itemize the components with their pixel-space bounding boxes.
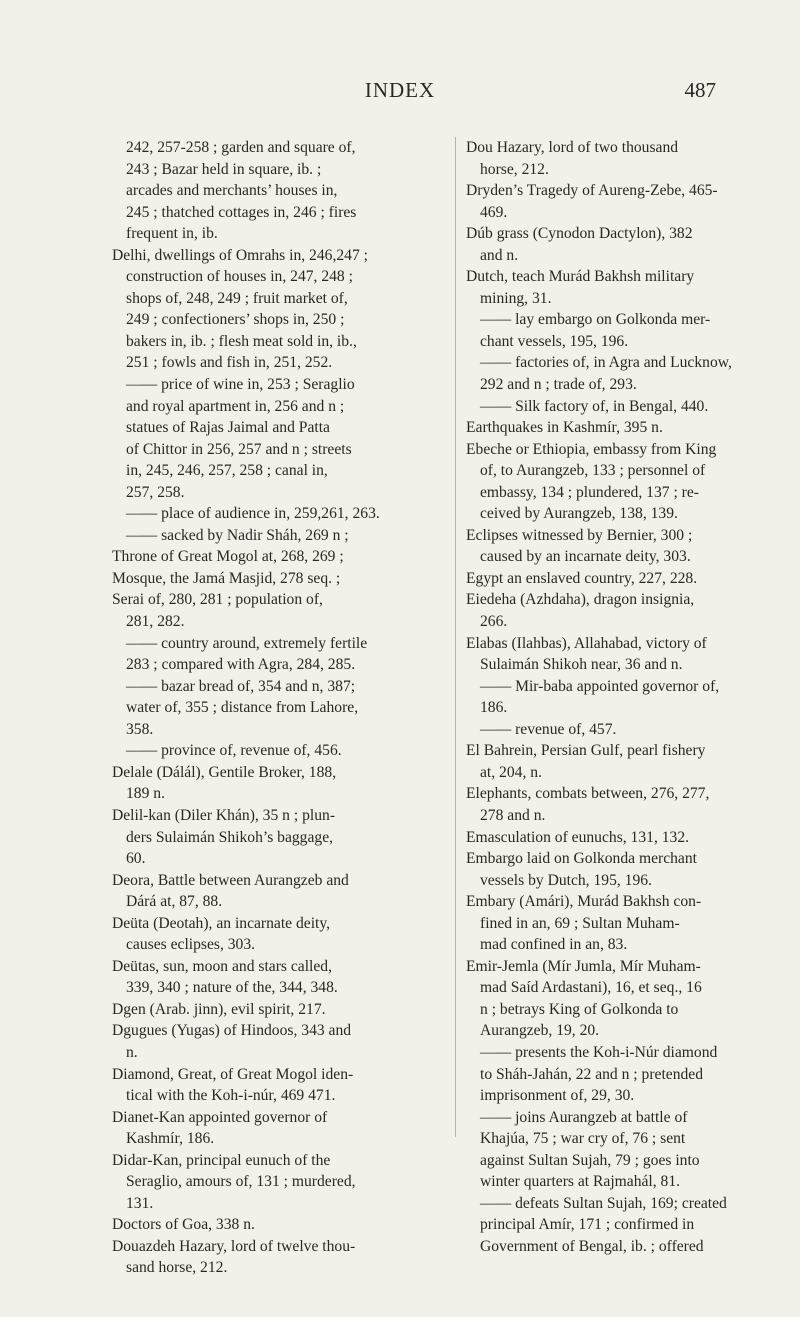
index-line: Seraglio, amours of, 131 ; murdered,	[126, 1173, 356, 1191]
index-line: n.	[126, 1043, 138, 1061]
column-divider	[455, 137, 456, 1137]
index-line: Elabas (Ilahbas), Allahabad, victory of	[466, 634, 707, 652]
index-line: tical with the Koh-i-núr, 469 471.	[126, 1087, 336, 1105]
index-line: 257, 258.	[126, 483, 185, 501]
index-line: causes eclipses, 303.	[126, 936, 256, 954]
index-line: —— defeats Sultan Sujah, 169; created	[480, 1194, 727, 1212]
index-line: 281, 282.	[126, 613, 185, 631]
index-line: —— Silk factory of, in Bengal, 440.	[480, 397, 709, 415]
index-column-left	[112, 137, 443, 1279]
index-line: of, to Aurangzeb, 133 ; personnel of	[480, 462, 706, 480]
index-line: Dúb grass (Cynodon Dactylon), 382	[466, 225, 693, 243]
index-line: Kashmír, 186.	[126, 1130, 215, 1148]
index-line: Sulaimán Shikoh near, 36 and n.	[480, 656, 683, 674]
index-line: 249 ; confectioners’ shops in, 250 ;	[126, 311, 345, 329]
index-line: sand horse, 212.	[126, 1259, 228, 1277]
index-line: construction of houses in, 247, 248 ;	[126, 268, 353, 286]
index-line: bakers in, ib. ; flesh meat sold in, ib.,	[126, 332, 357, 350]
index-line: 469.	[480, 203, 508, 221]
index-line: vessels by Dutch, 195, 196.	[480, 871, 652, 889]
index-line: against Sultan Sujah, 79 ; goes into	[480, 1151, 700, 1169]
index-line: Dgugues (Yugas) of Hindoos, 343 and	[112, 1022, 352, 1040]
index-line: Deüta (Deotah), an incarnate deity,	[112, 914, 331, 932]
index-line: Dryden’s Tragedy of Aureng-Zebe, 465-	[466, 182, 718, 200]
index-line: Dianet-Kan appointed governor of	[112, 1108, 328, 1126]
index-line: caused by an incarnate deity, 303.	[480, 548, 691, 566]
index-line: Aurangzeb, 19, 20.	[480, 1022, 600, 1040]
index-line: —— lay embargo on Golkonda mer-	[480, 311, 711, 329]
index-line: —— joins Aurangzeb at battle of	[480, 1108, 688, 1126]
index-line: imprisonment of, 29, 30.	[480, 1087, 635, 1105]
index-line: Dou Hazary, lord of two thousand	[466, 139, 679, 156]
index-line: frequent in, ib.	[126, 225, 218, 243]
index-line: —— country around, extremely fertile	[126, 634, 368, 652]
index-line: and royal apartment in, 256 and n ;	[126, 397, 345, 415]
index-line: 60.	[126, 850, 146, 868]
index-line: 131.	[126, 1194, 154, 1212]
index-line: ceived by Aurangzeb, 138, 139.	[480, 505, 678, 523]
index-line: arcades and merchants’ houses in,	[126, 182, 338, 200]
index-line: Delhi, dwellings of Omrahs in, 246,247 ;	[112, 246, 368, 264]
index-line: and n.	[480, 246, 519, 264]
index-line: embassy, 134 ; plundered, 137 ; re-	[480, 483, 699, 501]
index-line: Dárá at, 87, 88.	[126, 893, 223, 911]
index-line: fined in an, 69 ; Sultan Muham-	[480, 914, 680, 932]
index-line: 283 ; compared with Agra, 284, 285.	[126, 656, 356, 674]
index-line: 243 ; Bazar held in square, ib. ;	[126, 160, 322, 178]
index-line: Eclipses witnessed by Bernier, 300 ;	[466, 526, 693, 544]
page-number: 487	[684, 78, 716, 102]
index-line: El Bahrein, Persian Gulf, pearl fishery	[466, 742, 706, 760]
index-line: 339, 340 ; nature of the, 344, 348.	[126, 979, 338, 997]
index-line: Delale (Dálál), Gentile Broker, 188,	[112, 763, 337, 781]
index-line: mad confined in an, 83.	[480, 936, 628, 954]
index-line: 186.	[480, 699, 508, 717]
index-line: principal Amír, 171 ; confirmed in	[480, 1216, 695, 1234]
index-line: Earthquakes in Kashmír, 395 n.	[466, 419, 663, 437]
index-line: mining, 31.	[480, 289, 552, 307]
index-line: in, 245, 246, 257, 258 ; canal in,	[126, 462, 328, 480]
index-line: Embargo laid on Golkonda merchant	[466, 850, 697, 868]
index-line: Douazdeh Hazary, lord of twelve thou-	[112, 1237, 356, 1255]
index-line: —— Mir-baba appointed governor of,	[480, 677, 720, 695]
index-line: ders Sulaimán Shikoh’s baggage,	[126, 828, 334, 846]
index-line: Emir-Jemla (Mír Jumla, Mír Muham-	[466, 957, 701, 975]
index-line: Didar-Kan, principal eunuch of the	[112, 1151, 331, 1169]
index-line: —— factories of, in Agra and Lucknow,	[480, 354, 732, 372]
index-line: Government of Bengal, ib. ; offered	[480, 1237, 704, 1255]
index-line: shops of, 248, 249 ; fruit market of,	[126, 289, 348, 307]
index-line: Embary (Amári), Murád Bakhsh con-	[466, 893, 702, 911]
index-line: 251 ; fowls and fish in, 251, 252.	[126, 354, 333, 372]
index-line: chant vessels, 195, 196.	[480, 332, 629, 350]
index-line: horse, 212.	[480, 160, 549, 178]
index-line: to Sháh-Jahán, 22 and n ; pretended	[480, 1065, 704, 1083]
index-line: at, 204, n.	[480, 763, 542, 781]
index-line: —— bazar bread of, 354 and n, 387;	[126, 677, 356, 695]
index-line: 245 ; thatched cottages in, 246 ; fires	[126, 203, 357, 221]
index-line: —— province of, revenue of, 456.	[126, 742, 342, 760]
index-line: Khajúa, 75 ; war cry of, 76 ; sent	[480, 1130, 686, 1148]
index-line: Throne of Great Mogol at, 268, 269 ;	[112, 548, 344, 566]
index-line: 189 n.	[126, 785, 165, 803]
index-line: mad Saíd Ardastani), 16, et seq., 16	[480, 979, 702, 997]
index-line: Serai of, 280, 281 ; population of,	[112, 591, 323, 609]
index-line: 292 and n ; trade of, 293.	[480, 376, 637, 394]
index-line: Diamond, Great, of Great Mogol iden-	[112, 1065, 354, 1083]
index-line: 278 and n.	[480, 806, 546, 824]
index-line: Ebeche or Ethiopia, embassy from King	[466, 440, 717, 458]
index-line: Eiedeha (Azhdaha), dragon insignia,	[466, 591, 695, 609]
running-head: INDEX	[364, 78, 436, 102]
index-line: Delil-kan (Diler Khán), 35 n ; plun-	[112, 806, 336, 824]
index-line: n ; betrays King of Golkonda to	[480, 1000, 679, 1018]
index-line: Elephants, combats between, 276, 277,	[466, 785, 710, 803]
index-line: Emasculation of eunuchs, 131, 132.	[466, 828, 690, 846]
index-line: of Chittor in 256, 257 and n ; streets	[126, 440, 352, 458]
index-line: Egypt an enslaved country, 227, 228.	[466, 569, 698, 587]
index-line: —— sacked by Nadir Sháh, 269 n ;	[126, 526, 349, 544]
index-line: 358.	[126, 720, 154, 738]
index-column-right	[466, 137, 791, 1257]
index-line: —— place of audience in, 259,261, 263.	[126, 505, 380, 523]
index-line: —— revenue of, 457.	[480, 720, 617, 738]
index-line: 266.	[480, 613, 508, 631]
index-line: —— presents the Koh-i-Núr diamond	[480, 1043, 718, 1061]
index-line: Dgen (Arab. jinn), evil spirit, 217.	[112, 1000, 326, 1018]
index-line: Dutch, teach Murád Bakhsh military	[466, 268, 695, 286]
index-line: —— price of wine in, 253 ; Seraglio	[126, 376, 355, 394]
index-line: 242, 257-258 ; garden and square of,	[126, 139, 356, 156]
index-line: Mosque, the Jamá Masjid, 278 seq. ;	[112, 569, 341, 587]
index-line: statues of Rajas Jaimal and Patta	[126, 419, 330, 437]
index-line: Deora, Battle between Aurangzeb and	[112, 871, 349, 889]
index-line: Doctors of Goa, 338 n.	[112, 1216, 255, 1234]
index-line: Deütas, sun, moon and stars called,	[112, 957, 332, 975]
index-line: water of, 355 ; distance from Lahore,	[126, 699, 359, 717]
index-line: winter quarters at Rajmahál, 81.	[480, 1173, 681, 1191]
